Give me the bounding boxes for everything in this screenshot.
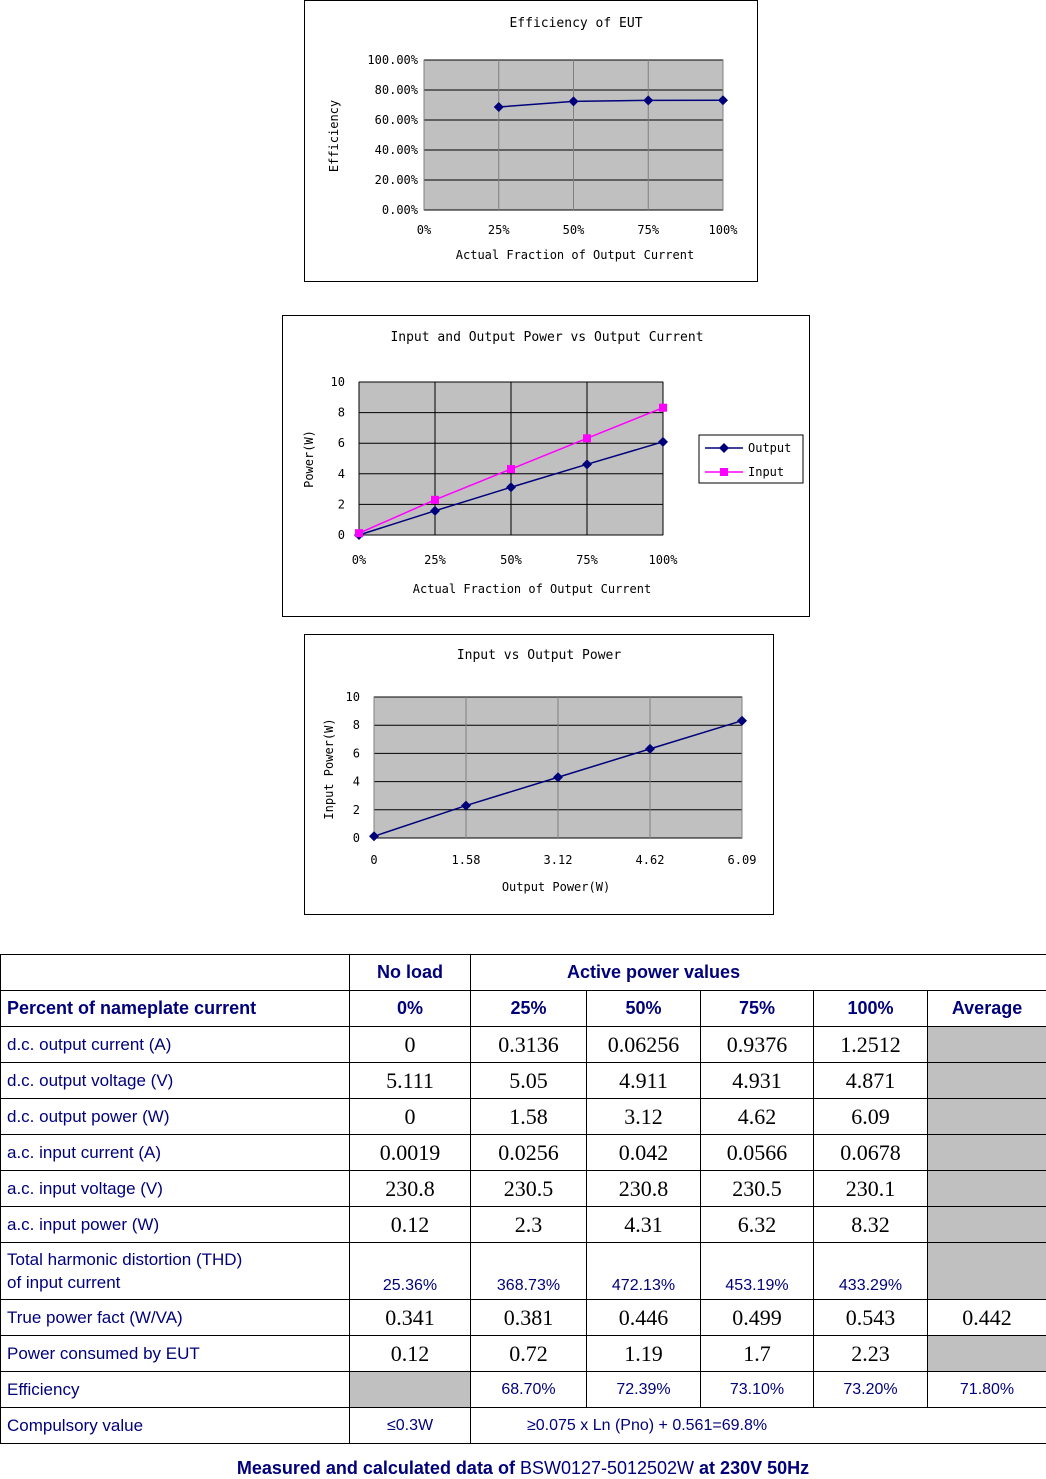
power-consumed-value: 1.19 bbox=[587, 1336, 701, 1372]
power-consumed-value: 1.7 bbox=[701, 1336, 814, 1372]
power-consumed-value: 2.23 bbox=[814, 1336, 928, 1372]
efficiency-row bbox=[1, 1372, 1046, 1408]
data-point bbox=[431, 496, 439, 504]
thd-row bbox=[1, 1243, 1046, 1300]
compulsory-row bbox=[1, 1408, 1046, 1444]
blank-cell bbox=[1, 955, 350, 991]
cell-value: 0 bbox=[350, 1099, 471, 1135]
cell-value: 0.9376 bbox=[701, 1027, 814, 1063]
x-tick-label: 25% bbox=[488, 223, 510, 237]
cell-value: 4.31 bbox=[587, 1207, 701, 1243]
chart-title: Efficiency of EUT bbox=[509, 16, 642, 31]
y-axis-label: Input Power(W) bbox=[322, 718, 336, 819]
cell-value: 0.0678 bbox=[814, 1135, 928, 1171]
power-consumed-label: Power consumed by EUT bbox=[1, 1336, 350, 1372]
y-tick-label: 20.00% bbox=[375, 173, 419, 187]
data-point bbox=[507, 465, 515, 473]
legend-input-marker bbox=[720, 468, 728, 476]
x-tick-label: 100% bbox=[709, 223, 739, 237]
measurement-rows bbox=[1, 1027, 1046, 1243]
efficiency-chart bbox=[304, 0, 758, 282]
y-tick-label: 100.00% bbox=[367, 53, 418, 67]
col-header-0: 0% bbox=[350, 991, 471, 1027]
efficiency-value: 68.70% bbox=[471, 1372, 587, 1408]
x-tick-label: 50% bbox=[563, 223, 585, 237]
cell-value: 1.58 bbox=[471, 1099, 587, 1135]
legend-output-label: Output bbox=[748, 441, 791, 455]
empty-average-cell bbox=[928, 1135, 1046, 1171]
cell-value: 230.8 bbox=[587, 1171, 701, 1207]
y-axis-label: Efficiency bbox=[327, 100, 341, 172]
caption-doc-id: BSW0127-5012502W bbox=[520, 1458, 694, 1478]
measurement-row bbox=[1, 1099, 1046, 1135]
power-factor-label: True power fact (W/VA) bbox=[1, 1300, 350, 1336]
x-tick-label: 3.12 bbox=[544, 853, 573, 867]
x-tick-label: 50% bbox=[500, 553, 522, 567]
cell-value: 230.1 bbox=[814, 1171, 928, 1207]
power-consumed-value: 0.72 bbox=[471, 1336, 587, 1372]
measurement-row bbox=[1, 1063, 1046, 1099]
power-factor-row bbox=[1, 1300, 1046, 1336]
y-tick-label: 6 bbox=[338, 436, 345, 450]
cell-value: 3.12 bbox=[587, 1099, 701, 1135]
compulsory-active: ≥0.075 x Ln (Pno) + 0.561=69.8% bbox=[471, 1408, 1046, 1444]
compulsory-label: Compulsory value bbox=[1, 1408, 350, 1444]
cell-value: 6.09 bbox=[814, 1099, 928, 1135]
power-factor-average: 0.442 bbox=[928, 1300, 1046, 1336]
x-tick-label: 0% bbox=[352, 553, 367, 567]
col-header-50: 50% bbox=[587, 991, 701, 1027]
y-tick-label: 4 bbox=[338, 467, 345, 481]
efficiency-chart-svg bbox=[305, 1, 757, 281]
y-tick-label: 60.00% bbox=[375, 113, 419, 127]
cell-value: 5.111 bbox=[350, 1063, 471, 1099]
power-factor-value: 0.499 bbox=[701, 1300, 814, 1336]
thd-label bbox=[1, 1243, 350, 1300]
y-tick-label: 0.00% bbox=[382, 203, 419, 217]
cell-value: 0.3136 bbox=[471, 1027, 587, 1063]
cell-value: 0.0256 bbox=[471, 1135, 587, 1171]
power-consumed-value: 0.12 bbox=[350, 1336, 471, 1372]
empty-average-cell bbox=[928, 1336, 1046, 1372]
y-axis-label: Power(W) bbox=[302, 430, 316, 488]
row-label: d.c. output power (W) bbox=[1, 1099, 350, 1135]
cell-value: 0.0566 bbox=[701, 1135, 814, 1171]
x-tick-label: 75% bbox=[637, 223, 659, 237]
row-header-label: Percent of nameplate current bbox=[1, 991, 350, 1027]
caption-suffix: at 230V 50Hz bbox=[694, 1458, 809, 1478]
x-tick-label: 0% bbox=[417, 223, 432, 237]
measurement-row bbox=[1, 1135, 1046, 1171]
cell-value: 4.931 bbox=[701, 1063, 814, 1099]
y-tick-label: 10 bbox=[346, 690, 360, 704]
input-vs-output-power-chart-svg bbox=[305, 635, 773, 914]
y-tick-label: 8 bbox=[338, 406, 345, 420]
x-tick-label: 6.09 bbox=[728, 853, 757, 867]
y-tick-label: 10 bbox=[331, 375, 345, 389]
measurement-row bbox=[1, 1027, 1046, 1063]
cell-value: 5.05 bbox=[471, 1063, 587, 1099]
empty-average-cell bbox=[928, 1243, 1046, 1300]
data-point bbox=[659, 404, 667, 412]
cell-value: 230.8 bbox=[350, 1171, 471, 1207]
row-label: a.c. input voltage (V) bbox=[1, 1171, 350, 1207]
row-label: d.c. output voltage (V) bbox=[1, 1063, 350, 1099]
efficiency-label: Efficiency bbox=[1, 1372, 350, 1408]
thd-value: 368.73% bbox=[471, 1243, 587, 1300]
thd-label-line2: of input current bbox=[7, 1273, 120, 1292]
power-consumed-row bbox=[1, 1336, 1046, 1372]
cell-value: 1.2512 bbox=[814, 1027, 928, 1063]
active-power-header: Active power values bbox=[471, 955, 1046, 991]
y-tick-label: 8 bbox=[353, 718, 360, 732]
x-axis-label: Output Power(W) bbox=[502, 880, 610, 894]
cell-value: 0.0019 bbox=[350, 1135, 471, 1171]
col-header-100: 100% bbox=[814, 991, 928, 1027]
power-vs-current-chart-svg bbox=[283, 316, 809, 616]
col-header-75: 75% bbox=[701, 991, 814, 1027]
power-factor-value: 0.341 bbox=[350, 1300, 471, 1336]
measurement-row bbox=[1, 1171, 1046, 1207]
cell-value: 0.06256 bbox=[587, 1027, 701, 1063]
y-tick-label: 0 bbox=[338, 528, 345, 542]
row-label: a.c. input current (A) bbox=[1, 1135, 350, 1171]
y-tick-label: 0 bbox=[353, 831, 360, 845]
no-load-header: No load bbox=[350, 955, 471, 991]
cell-value: 0 bbox=[350, 1027, 471, 1063]
chart-title: Input and Output Power vs Output Current bbox=[390, 330, 703, 345]
empty-average-cell bbox=[928, 1099, 1046, 1135]
measurement-table bbox=[0, 954, 1046, 1444]
caption-prefix: Measured and calculated data of bbox=[237, 1458, 520, 1478]
y-tick-label: 2 bbox=[353, 803, 360, 817]
thd-value: 472.13% bbox=[587, 1243, 701, 1300]
empty-average-cell bbox=[928, 1207, 1046, 1243]
power-factor-value: 0.446 bbox=[587, 1300, 701, 1336]
thd-value: 25.36% bbox=[350, 1243, 471, 1300]
data-point bbox=[583, 434, 591, 442]
y-tick-label: 40.00% bbox=[375, 143, 419, 157]
x-tick-label: 0 bbox=[370, 853, 377, 867]
cell-value: 4.911 bbox=[587, 1063, 701, 1099]
x-axis-label: Actual Fraction of Output Current bbox=[413, 582, 651, 596]
x-tick-label: 100% bbox=[649, 553, 679, 567]
data-point bbox=[355, 529, 363, 537]
empty-average-cell bbox=[928, 1027, 1046, 1063]
thd-value: 453.19% bbox=[701, 1243, 814, 1300]
efficiency-average: 71.80% bbox=[928, 1372, 1046, 1408]
compulsory-no-load: ≤0.3W bbox=[350, 1408, 471, 1444]
cell-value: 230.5 bbox=[471, 1171, 587, 1207]
row-label: a.c. input power (W) bbox=[1, 1207, 350, 1243]
y-tick-label: 80.00% bbox=[375, 83, 419, 97]
cell-value: 2.3 bbox=[471, 1207, 587, 1243]
table-caption bbox=[0, 1458, 1046, 1479]
cell-value: 8.32 bbox=[814, 1207, 928, 1243]
empty-average-cell bbox=[928, 1171, 1046, 1207]
empty-average-cell bbox=[928, 1063, 1046, 1099]
input-vs-output-power-chart bbox=[304, 634, 774, 915]
x-tick-label: 75% bbox=[576, 553, 598, 567]
x-tick-label: 1.58 bbox=[452, 853, 481, 867]
cell-value: 6.32 bbox=[701, 1207, 814, 1243]
cell-value: 4.871 bbox=[814, 1063, 928, 1099]
power-vs-current-chart bbox=[282, 315, 810, 617]
power-factor-value: 0.543 bbox=[814, 1300, 928, 1336]
cell-value: 0.12 bbox=[350, 1207, 471, 1243]
efficiency-value: 73.10% bbox=[701, 1372, 814, 1408]
x-tick-label: 25% bbox=[424, 553, 446, 567]
efficiency-value: 72.39% bbox=[587, 1372, 701, 1408]
x-axis-label: Actual Fraction of Output Current bbox=[456, 248, 694, 262]
legend bbox=[699, 435, 803, 483]
y-tick-label: 4 bbox=[353, 775, 360, 789]
col-header-25: 25% bbox=[471, 991, 587, 1027]
thd-label-line1: Total harmonic distortion (THD) bbox=[7, 1250, 242, 1269]
cell-value: 0.042 bbox=[587, 1135, 701, 1171]
thd-value: 433.29% bbox=[814, 1243, 928, 1300]
y-tick-label: 2 bbox=[338, 497, 345, 511]
cell-value: 230.5 bbox=[701, 1171, 814, 1207]
group-header-row bbox=[1, 955, 1046, 991]
cell-value: 4.62 bbox=[701, 1099, 814, 1135]
power-factor-value: 0.381 bbox=[471, 1300, 587, 1336]
y-tick-label: 6 bbox=[353, 746, 360, 760]
empty-no-load-cell bbox=[350, 1372, 471, 1408]
column-header-row bbox=[1, 991, 1046, 1027]
row-label: d.c. output current (A) bbox=[1, 1027, 350, 1063]
chart-title: Input vs Output Power bbox=[457, 648, 622, 663]
efficiency-value: 73.20% bbox=[814, 1372, 928, 1408]
legend-input-label: Input bbox=[748, 465, 784, 479]
measurement-row bbox=[1, 1207, 1046, 1243]
x-tick-label: 4.62 bbox=[636, 853, 665, 867]
col-header-average: Average bbox=[928, 991, 1046, 1027]
